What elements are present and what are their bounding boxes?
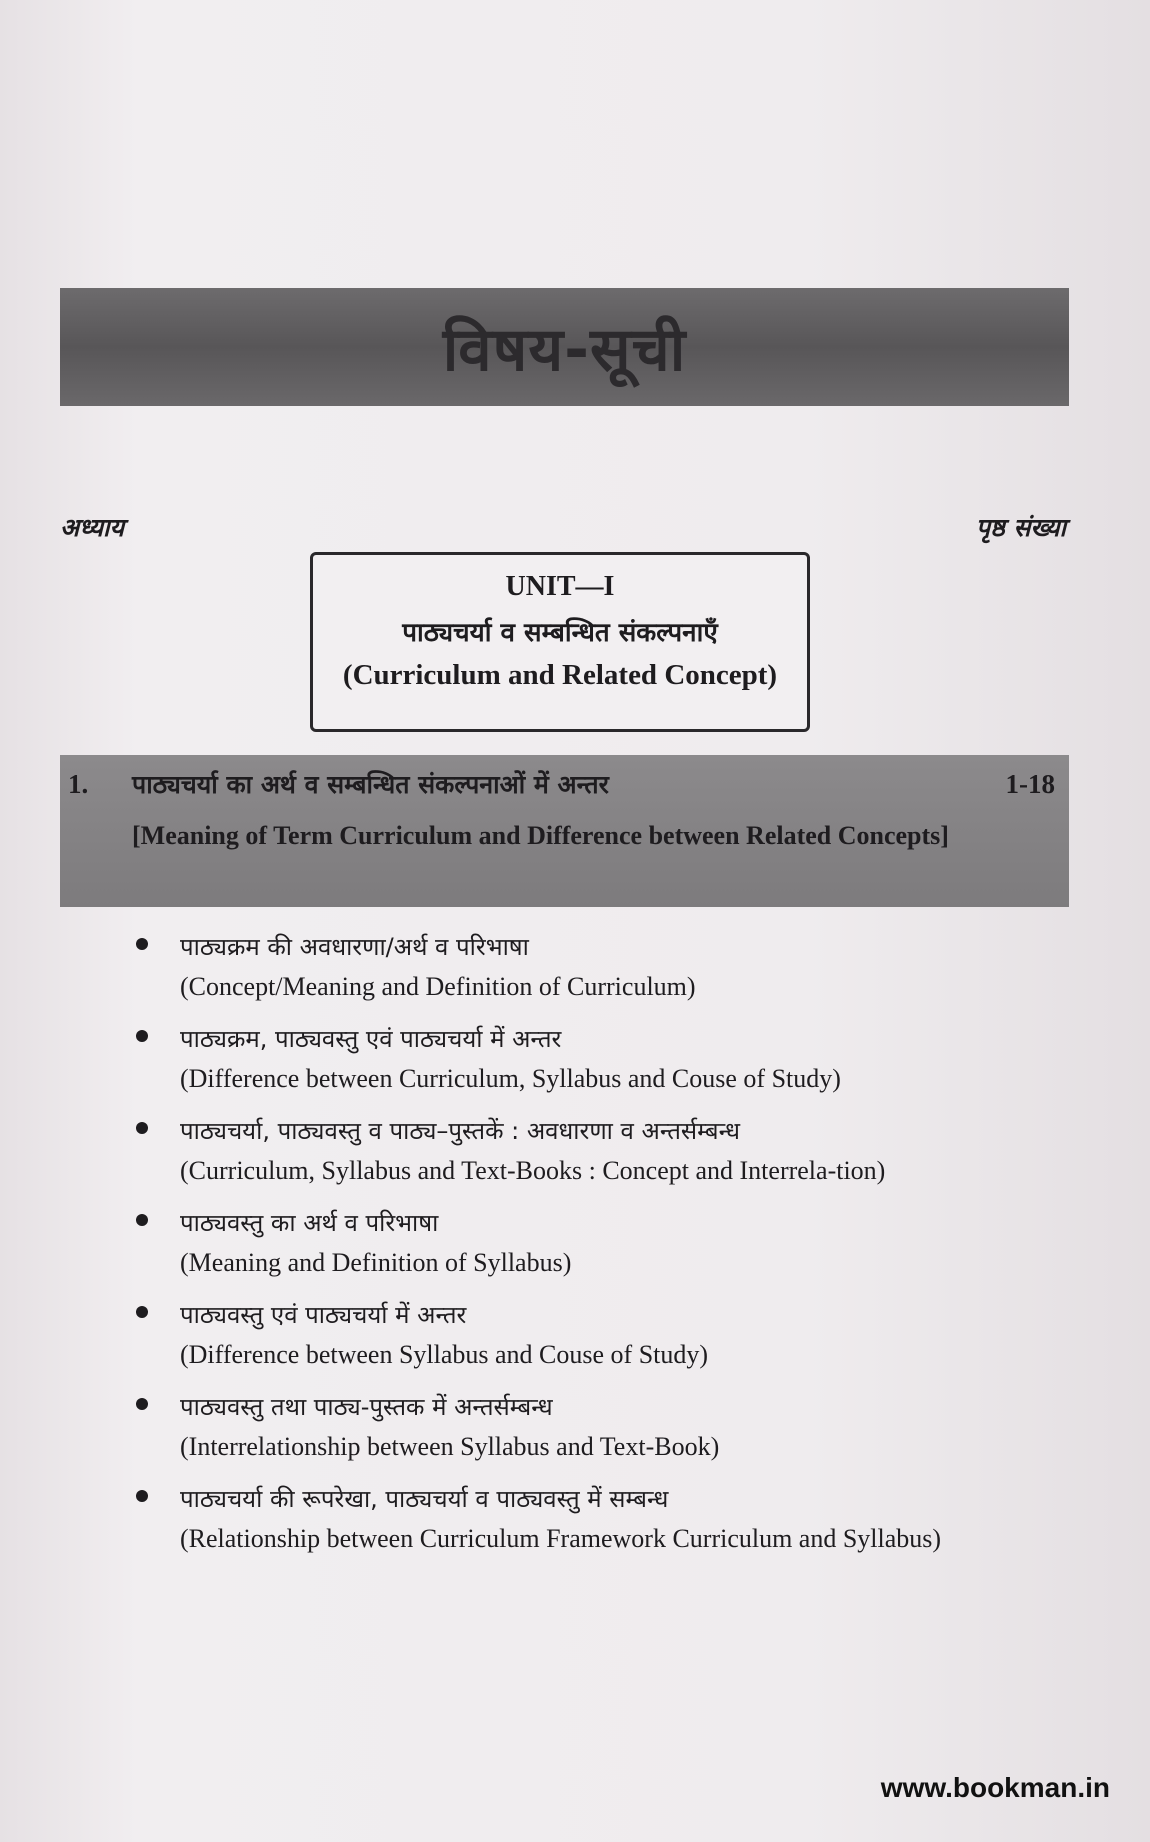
topic-hindi: पाठ्यक्रम की अवधारणा/अर्थ व परिभाषा (180, 933, 529, 961)
topic-hindi: पाठ्यक्रम, पाठ्यवस्तु एवं पाठ्यचर्या में अन्तर (180, 1025, 562, 1053)
topic-english: (Interrelationship between Syllabus and Text-Book) (180, 1432, 720, 1461)
bullet-icon (136, 1306, 148, 1318)
column-header-chapter: अध्याय (60, 513, 124, 542)
topic-english: (Concept/Meaning and Definition of Curriculum) (180, 972, 696, 1001)
bullet-icon (136, 1122, 148, 1134)
chapter-title-english: [Meaning of Term Curriculum and Difference between Related Concepts] (132, 821, 949, 850)
topic-item (130, 1020, 950, 1100)
topic-item (130, 1480, 950, 1560)
topic-english: (Curriculum, Syllabus and Text-Books : Concept and Interrela-tion) (180, 1156, 886, 1185)
topic-item (130, 1112, 950, 1192)
unit-box (310, 552, 810, 732)
column-header-page-number: पृष्ठ संख्या (975, 513, 1066, 542)
unit-label: UNIT—I (505, 571, 615, 602)
bullet-icon (136, 938, 148, 950)
topic-hindi: पाठ्यवस्तु का अर्थ व परिभाषा (180, 1209, 439, 1237)
topic-hindi: पाठ्यचर्या, पाठ्यवस्तु व पाठ्य–पुस्तकें : अवधारणा व अन्तर्सम्बन्ध (180, 1117, 741, 1145)
topic-english: (Difference between Curriculum, Syllabus and Couse of Study) (180, 1064, 841, 1093)
unit-title-english: (Curriculum and Related Concept) (342, 659, 778, 691)
page-title: विषय-सूची (442, 315, 687, 385)
website-link[interactable]: www.bookman.in (880, 1772, 1110, 1803)
topic-english: (Difference between Syllabus and Couse of Study) (180, 1340, 709, 1369)
topic-hindi: पाठ्यवस्तु एवं पाठ्यचर्या में अन्तर (180, 1301, 467, 1329)
topic-item (130, 1296, 950, 1376)
title-band (60, 288, 1069, 406)
bullet-icon (136, 1214, 148, 1226)
topic-hindi: पाठ्यचर्या की रूपरेखा, पाठ्यचर्या व पाठ्यवस्तु में सम्बन्ध (180, 1485, 669, 1513)
chapter-heading (60, 755, 1069, 907)
topic-english: (Meaning and Definition of Syllabus) (180, 1248, 572, 1277)
topic-item (130, 1204, 950, 1284)
bullet-icon (136, 1030, 148, 1042)
topic-hindi: पाठ्यवस्तु तथा पाठ्य-पुस्तक में अन्तर्सम्बन्ध (180, 1393, 553, 1421)
chapter-page-range: 1-18 (1005, 769, 1055, 799)
bullet-icon (136, 1490, 148, 1502)
chapter-title-hindi: पाठ्यचर्या का अर्थ व सम्बन्धित संकल्पनाओं में अन्तर (132, 770, 609, 799)
topic-item (130, 928, 950, 1008)
unit-title-hindi: पाठ्यचर्या व सम्बन्धित संकल्पनाएँ (402, 618, 718, 648)
topic-english: (Relationship between Curriculum Framework Curriculum and Syllabus) (180, 1524, 942, 1553)
topic-item (130, 1388, 950, 1468)
chapter-number: 1. (68, 769, 89, 799)
topic-list (130, 928, 950, 1572)
bullet-icon (136, 1398, 148, 1410)
